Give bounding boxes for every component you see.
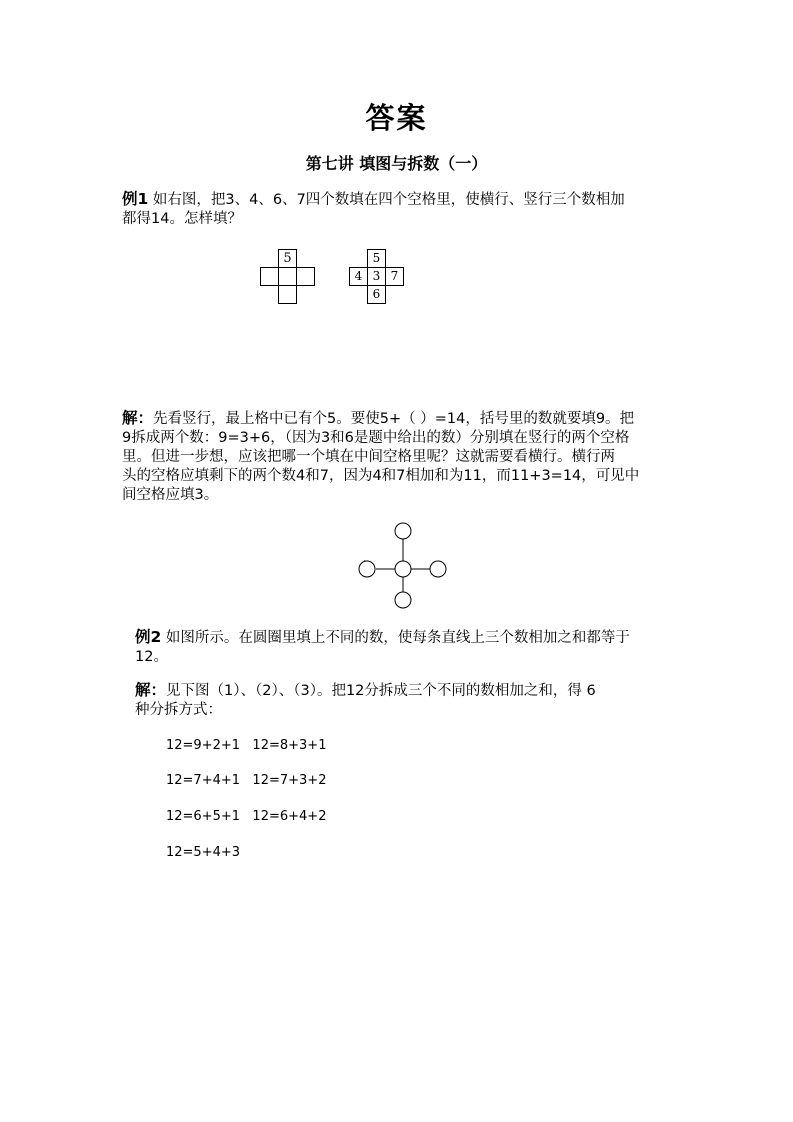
example2-text — [135, 628, 675, 667]
grid-right-bottom-cell: 6 — [367, 285, 386, 304]
example1-label: 例1 — [122, 190, 149, 208]
solution1-line4: 头的空格应填剩下的两个数4和7，因为4和7相加和为11，而11+3=14，可见中 — [122, 468, 640, 484]
solution1-label: 解： — [122, 409, 154, 427]
solution1-line5: 间空格应填3。 — [122, 487, 219, 503]
grid-right-center-cell: 3 — [367, 267, 386, 286]
circle-bottom — [395, 592, 411, 608]
circle-cross-diagram — [355, 522, 455, 614]
equation-line-2: 12=7+4+1 12=7+3+2 — [166, 773, 327, 788]
grid-right-left-cell: 4 — [349, 267, 368, 286]
equation-line-4: 12=5+4+3 — [166, 845, 241, 860]
page-title: 答案 — [365, 101, 428, 135]
grid-left-top-cell: 5 — [278, 249, 297, 268]
equation-line-3: 12=6+5+1 12=6+4+2 — [166, 809, 327, 824]
example2-label: 例2 — [135, 628, 162, 646]
solution1-text — [122, 409, 682, 505]
solution2-label: 解： — [135, 681, 167, 699]
solution2-text — [135, 681, 675, 720]
example1-text — [122, 190, 682, 229]
lecture-subtitle: 第七讲 填图与拆数（一） — [305, 154, 488, 173]
solution2-line2: 种分拆方式： — [135, 702, 222, 718]
grid-left-left-cell — [260, 267, 279, 286]
circle-top — [395, 523, 411, 539]
solution1-line1: 先看竖行，最上格中已有个5。要使5+（ ）=14，括号里的数就要填9。把 — [153, 411, 635, 427]
equation-line-1: 12=9+2+1 12=8+3+1 — [166, 738, 327, 753]
cross-grid-filled — [349, 249, 409, 305]
circle-center — [395, 561, 411, 577]
grid-left-center-cell — [278, 267, 297, 286]
grid-right-top-cell: 5 — [367, 249, 386, 268]
example1-line1: 如右图，把3、4、6、7四个数填在四个空格里，使横行、竖行三个数相加 — [148, 192, 625, 208]
solution1-line2: 9拆成两个数：9=3+6，（因为3和6是题中给出的数）分别填在竖行的两个空格 — [122, 430, 630, 446]
example2-line1: 如图所示。在圆圈里填上不同的数，使每条直线上三个数相加之和都等于 — [161, 630, 630, 646]
circle-left — [359, 561, 375, 577]
cross-grid-empty — [260, 249, 330, 302]
example2-line2: 12。 — [135, 649, 168, 665]
grid-right-right-cell: 7 — [385, 267, 404, 286]
grid-left-right-cell — [296, 267, 315, 286]
solution1-line3: 里。但进一步想，应该把哪一个填在中间空格里呢？这就需要看横行。横行两 — [122, 449, 615, 465]
grid-left-bottom-cell — [278, 285, 297, 304]
solution2-line1: 见下图（1）、（2）、（3）。把12分拆成三个不同的数相加之和，得 6 — [166, 683, 596, 699]
example1-line2: 都得14。怎样填？ — [122, 211, 242, 227]
circle-right — [430, 561, 446, 577]
